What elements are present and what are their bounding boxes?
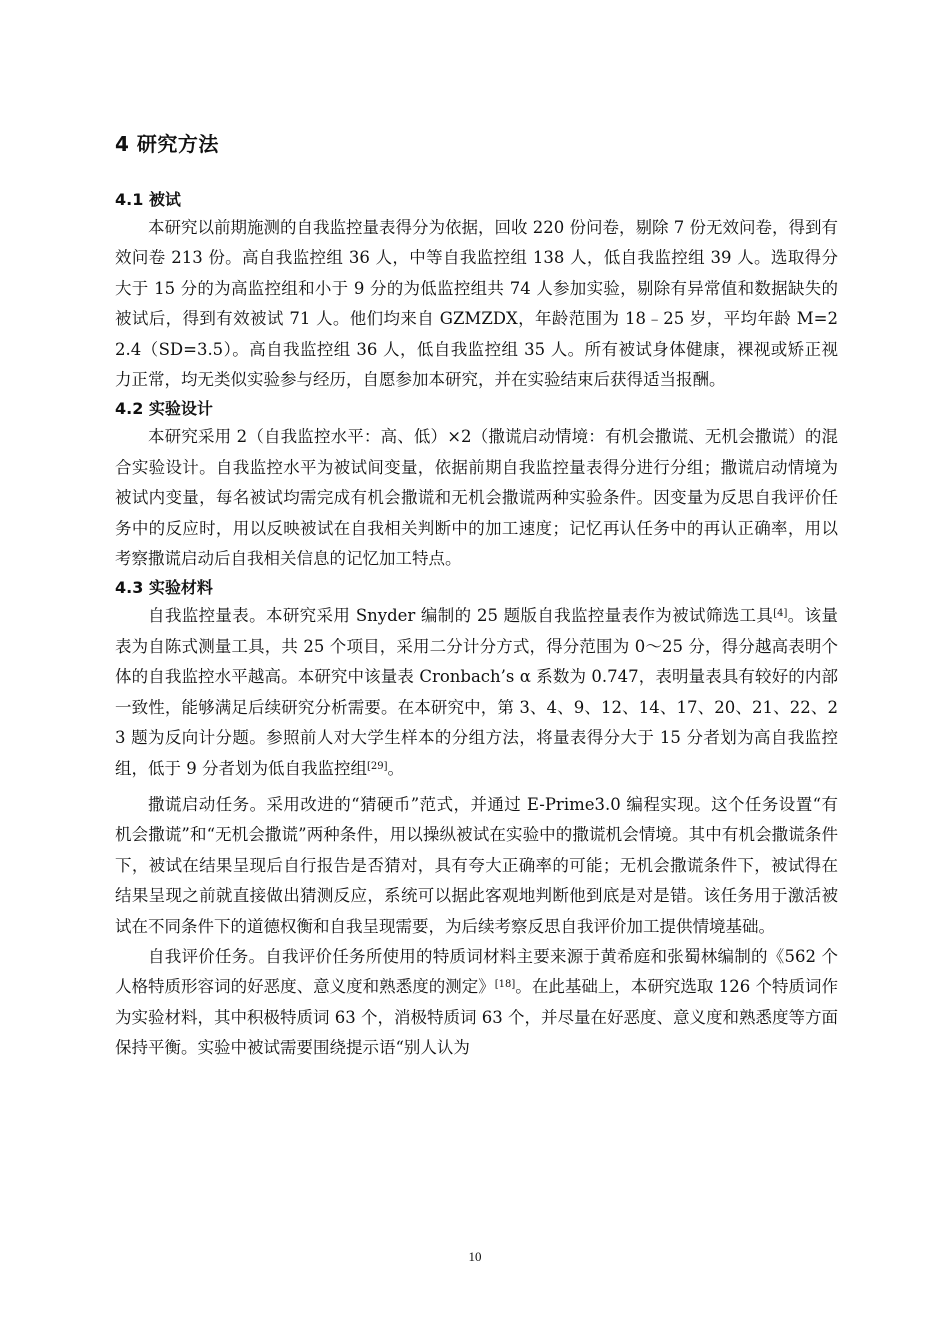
paragraph-self-evaluation-task xyxy=(115,942,838,1064)
section-heading-4-3: 4.3 实验材料 xyxy=(115,578,213,598)
paragraph-design: 本研究采用 2（自我监控水平：高、低）×2（撒谎启动情境：有机会撒谎、无机会撒谎）的混合实验设计。自我监控水平为被试间变量，依据前期自我监控量表得分进行分组；撒谎启动情境为被试内变量，每名被试均需完成有机会撒谎和无机会撒谎两种实验条件。因变量为反思自我评价任务中的反应时，用以反映被试在自我相关判断中的加工速度；记忆再认任务中的再认正确率，用以考察撒谎启动后自我相关信息的记忆加工特点。 xyxy=(115,427,838,569)
paragraph-participants: 本研究以前期施测的自我监控量表得分为依据，回收 220 份问卷，剔除 7 份无效问卷，得到有效问卷 213 份。高自我监控组 36 人，中等自我监控组 138 人，低自我监控组 39 人。选取得分大于 15 分的为高监控组和小于 9 分的为低监控组共 74 人参加实验，剔除有异常值和数据缺失的被试后，得到有效被试 71 人。他们均来自 GZMZDX，年龄范围为 18﹣25 岁，平均年龄 M=22.4（SD=3.5）。高自我监控组 36 人，低自我监控组 35 人。所有被试身体健康，裸视或矫正视力正常，均无类似实验参与经历，自愿参加本研究，并在实验结束后获得适当报酬。 xyxy=(115,218,838,390)
text-run: 自我监控量表。本研究采用 Snyder 编制的 25 题版自我监控量表作为被试筛选工具 xyxy=(148,606,774,626)
section-heading-4-2: 4.2 实验设计 xyxy=(115,399,213,419)
page-number: 10 xyxy=(468,1249,482,1264)
text-run: 。该量表为自陈式测量工具，共 25 个项目，采用二分计分方式，得分范围为 0～25 分，得分越高表明个体的自我监控水平越高。本研究中该量表 Cronbach’s α 系数为 0.747，表明量表具有较好的内部一致性，能够满足后续研究分析需要。在本研究中，第 3、4、9、12、14、17、20、21、22、23 题为反向计分题。参照前人对大学生样本的分组方法，将量表得分大于 15 分者划为高自我监控组，低于 9 分者划为低自我监控组 xyxy=(115,606,838,778)
section-heading-4-1: 4.1 被试 xyxy=(115,190,181,209)
citation: [18] xyxy=(494,979,516,991)
body-content xyxy=(115,186,838,1064)
paragraph-self-monitoring-scale xyxy=(115,601,838,783)
text-run: 。在此基础上，本研究选取 126 个特质词作为实验材料，其中积极特质词 63 个，消极特质词 63 个，并尽量在好恶度、意义度和熟悉度等方面保持平衡。实验中被试需要围绕提示语“别人认为 xyxy=(115,977,838,1058)
paragraph-lie-priming-task: 撒谎启动任务。采用改进的“猜硬币”范式，并通过 E-Prime3.0 编程实现。这个任务设置“有机会撒谎”和“无机会撒谎”两种条件，用以操纵被试在实验中的撒谎机会情境。其中有机会撒谎条件下，被试在结果呈现后自行报告是否猜对，具有夸大正确率的可能；无机会撒谎条件下，被试得在结果呈现之前就直接做出猜测反应，系统可以据此客观地判断他到底是对是错。该任务用于激活被试在不同条件下的道德权衡和自我呈现需要，为后续考察反思自我评价加工提供情境基础。 xyxy=(115,794,838,936)
chapter-heading: 4 研究方法 xyxy=(115,132,219,156)
citation: [29] xyxy=(367,760,388,772)
text-run: 。 xyxy=(387,758,405,778)
text-run: 自我评价任务。自我评价任务所使用的特质词材料主要来源于黄希庭和张蜀林编制的《562 个人格特质形容词的好恶度、意义度和熟悉度的测定》 xyxy=(115,946,838,997)
citation: [4] xyxy=(773,608,788,620)
